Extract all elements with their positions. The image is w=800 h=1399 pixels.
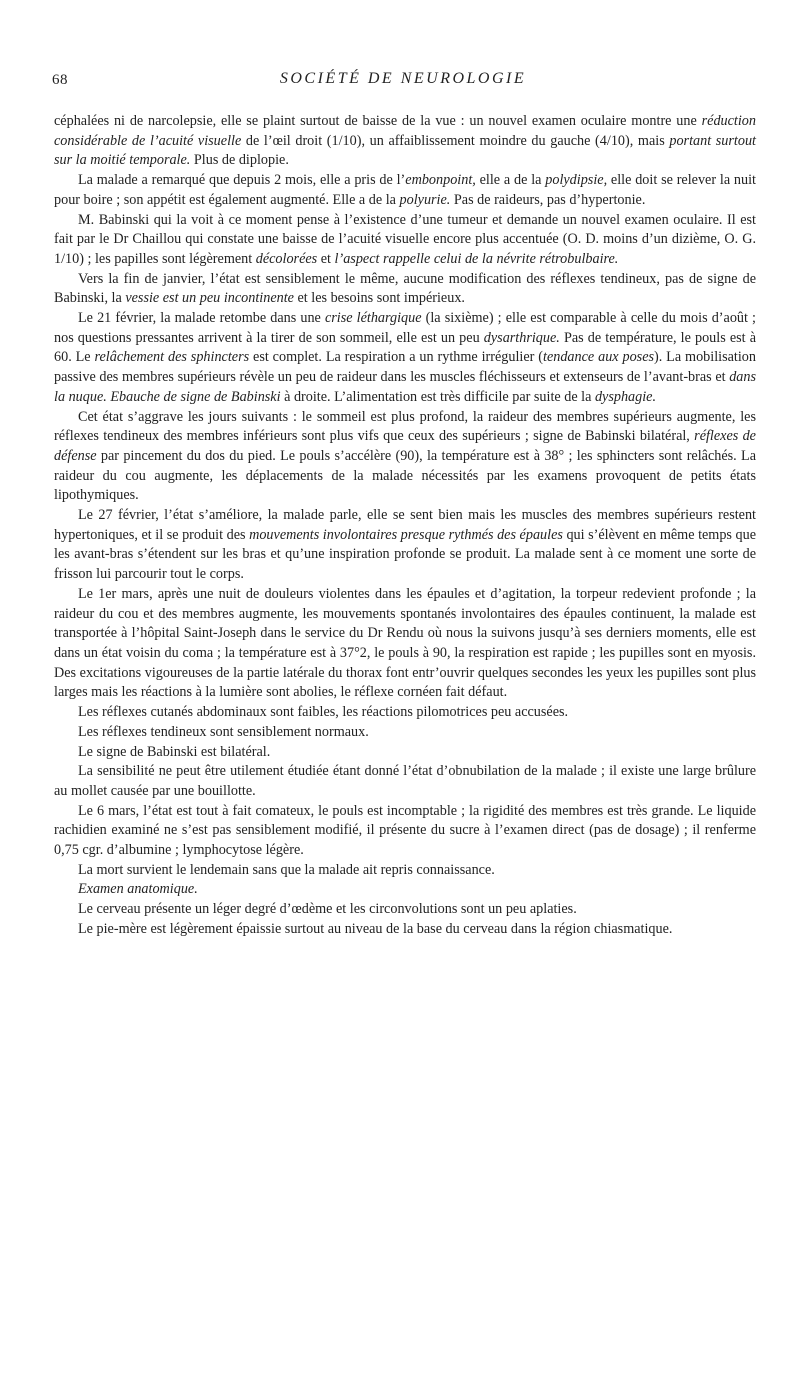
text-run: Le 6 mars, l’état est tout à fait comateux, le pouls est incomptable ; la rigidité des membres est très grande. Le liquide rachidien examiné ne s’est pas sensiblement modifié, il présente du sucre à l’examen direct (pas de dosage) ; il renferme 0,75 cgr. d’albumine ; lymphocytose légère.	[54, 802, 756, 859]
italic-text: crise léthargique	[324, 310, 422, 327]
text-run: ). La mobilisation passive des membres supérieurs révèle un peu de raideur dans les muscles fléchisseurs et extenseurs de l’avant-bras et	[54, 349, 756, 386]
paragraph	[54, 723, 756, 743]
paragraph	[54, 703, 756, 723]
text-run: Cet état s’aggrave les jours suivants : le sommeil est plus profond, la raideur des membres supérieurs augmente, les réflexes tendineux des membres inférieurs sont plus vifs que ceux des supérieurs ; signe de Babinski bilatéral,	[54, 408, 756, 445]
italic-text: portant surtout sur la moitié temporale.	[54, 132, 756, 169]
page-header	[52, 66, 754, 96]
text-run: de l’œil droit (1/10), un affaiblissement moindre du gauche (4/10), mais	[241, 132, 670, 149]
paragraph	[54, 112, 756, 171]
text-run: céphalées ni de narcolepsie, elle se plaint surtout de baisse de la vue : un nouvel examen oculaire montre une	[54, 113, 702, 129]
text-run: Pas de raideurs, pas d’hypertonie.	[450, 191, 646, 208]
paragraph	[54, 762, 756, 801]
italic-text: polydipsie,	[545, 172, 608, 189]
paragraph	[54, 171, 756, 210]
paragraph	[54, 270, 756, 309]
text-run: Les réflexes cutanés abdominaux sont faibles, les réactions pilomotrices peu accusées.	[78, 704, 569, 721]
italic-text: vessie est un peu incontinente	[125, 290, 294, 307]
paragraph	[54, 309, 756, 408]
paragraph	[54, 920, 756, 940]
italic-text: polyurie.	[399, 191, 451, 208]
paragraph	[54, 211, 756, 270]
paragraph	[54, 900, 756, 920]
italic-text: réflexes de défense	[54, 428, 756, 464]
text-run: Le pie-mère est légèrement épaissie surtout au niveau de la base du cerveau dans la région chiasmatique.	[78, 920, 673, 937]
text-run: et les besoins sont impérieux.	[293, 290, 465, 307]
text-run: M. Babinski qui la voit à ce moment pense à l’existence d’une tumeur et demande un nouvel examen oculaire. Il est fait par le Dr Chaillou qui constate une baisse de l’acuité visuelle encore plus accentuée (O. D. moins d’un dizième, O. G. 1/10) ; les papilles sont légèrement	[54, 211, 756, 267]
italic-text: Examen anatomique.	[78, 881, 198, 898]
paragraph	[54, 743, 756, 763]
text-run: Le 1er mars, après une nuit de douleurs violentes dans les épaules et d’agitation, la torpeur redevient profonde ; la raideur du cou et des membres augmente, les mouvements spontanés involontaires des épaules continuent, la malade est transportée à l’hôpital Saint-Joseph dans le service du Dr Rendu où nous la suivons jusqu’à ses derniers moments, elle est dans un état voisin du coma ; la température est à 37°2, le pouls à 90, la respiration est rapide ; les pupilles sont en myosis. Des excitations vigoureuses de la partie latérale du thorax font entr’ouvrir quelques secondes les yeux les pupilles sont plus larges mais les réactions à la lumière sont abolies, le réflexe cornéen fait défaut.	[54, 585, 756, 701]
paragraph	[54, 506, 756, 585]
text-run: elle a de la	[475, 172, 546, 189]
page-number: 68	[52, 72, 68, 88]
text-run: Le cerveau présente un léger degré d’œdème et les circonvolutions sont un peu aplaties.	[78, 901, 577, 918]
italic-text: décolorées	[255, 250, 318, 267]
text-run: Plus de diplopie.	[190, 152, 289, 169]
italic-text: réduction considérable de l’acuité visuelle	[54, 113, 756, 149]
paragraph	[54, 880, 756, 900]
italic-text: l’aspect rappelle celui de la névrite rétrobulbaire.	[334, 250, 619, 267]
paragraph	[54, 861, 756, 881]
text-run: à droite. L’alimentation est très difficile par suite de la	[280, 388, 595, 405]
paragraph	[54, 585, 756, 703]
text-run: est complet. La respiration a un rythme irrégulier (	[249, 349, 543, 366]
paragraph	[54, 802, 756, 861]
italic-text: tendance aux poses	[543, 349, 655, 366]
text-run: elle doit se relever la nuit pour boire ; son appétit est également augmenté. Elle a de la	[54, 172, 756, 208]
italic-text: dans la nuque. Ebauche de signe de Babinski	[54, 369, 756, 405]
running-title: SOCIÉTÉ DE NEUROLOGIE	[279, 70, 527, 87]
text-run: et	[317, 250, 335, 267]
text-run: La malade a remarqué que depuis 2 mois, elle a pris de l’	[78, 172, 406, 189]
text-run: Le 27 février, l’état s’améliore, la malade parle, elle se sent bien mais les muscles des membres supérieurs restent hypertoniques, et il se produit des	[54, 507, 756, 543]
italic-text: relâchement des sphincters	[94, 349, 250, 366]
text-run: Le signe de Babinski est bilatéral.	[78, 743, 271, 760]
text-run: Les réflexes tendineux sont sensiblement normaux.	[78, 723, 369, 740]
italic-text: dysphagie.	[594, 388, 657, 405]
body-text	[54, 112, 756, 940]
italic-text: mouvements involontaires presque rythmés des épaules	[249, 526, 563, 543]
text-run: Pas de température, le pouls est à 60. Le	[54, 329, 756, 366]
text-run: Le 21 février, la malade retombe dans une	[78, 310, 325, 327]
text-run: La mort survient le lendemain sans que la malade ait repris connaissance.	[78, 861, 495, 878]
text-run: La sensibilité ne peut être utilement étudiée étant donné l’état d’obnubilation de la malade ; il existe une large brûlure au mollet causée par une bouillotte.	[54, 763, 756, 799]
italic-text: embonpoint,	[405, 172, 476, 189]
text-run: par pincement du dos du pied. Le pouls s’accélère (90), la température est à 38° ; les sphincters sont relâchés. La raideur du cou augmente, les déplacements de la malade nécessités par les examens provoquent de petits états lipothymiques.	[54, 447, 756, 504]
text-run: (la sixième) ; elle est comparable à celle du mois d’août ; nos questions pressantes arrivent à la tirer de son sommeil, elle est un peu	[54, 310, 756, 346]
text-run: Vers la fin de janvier, l’état est sensiblement le même, aucune modification des réflexes tendineux, pas de signe de Babinski, la	[54, 270, 756, 307]
text-run: qui s’élèvent en même temps que les avant-bras s’étendent sur les bras et qu’une inspiration profonde se produit. La malade sent à ce moment une sorte de frisson lui parcourir tout le corps.	[54, 526, 756, 583]
italic-text: dysarthrique.	[483, 329, 560, 346]
paragraph	[54, 408, 756, 507]
